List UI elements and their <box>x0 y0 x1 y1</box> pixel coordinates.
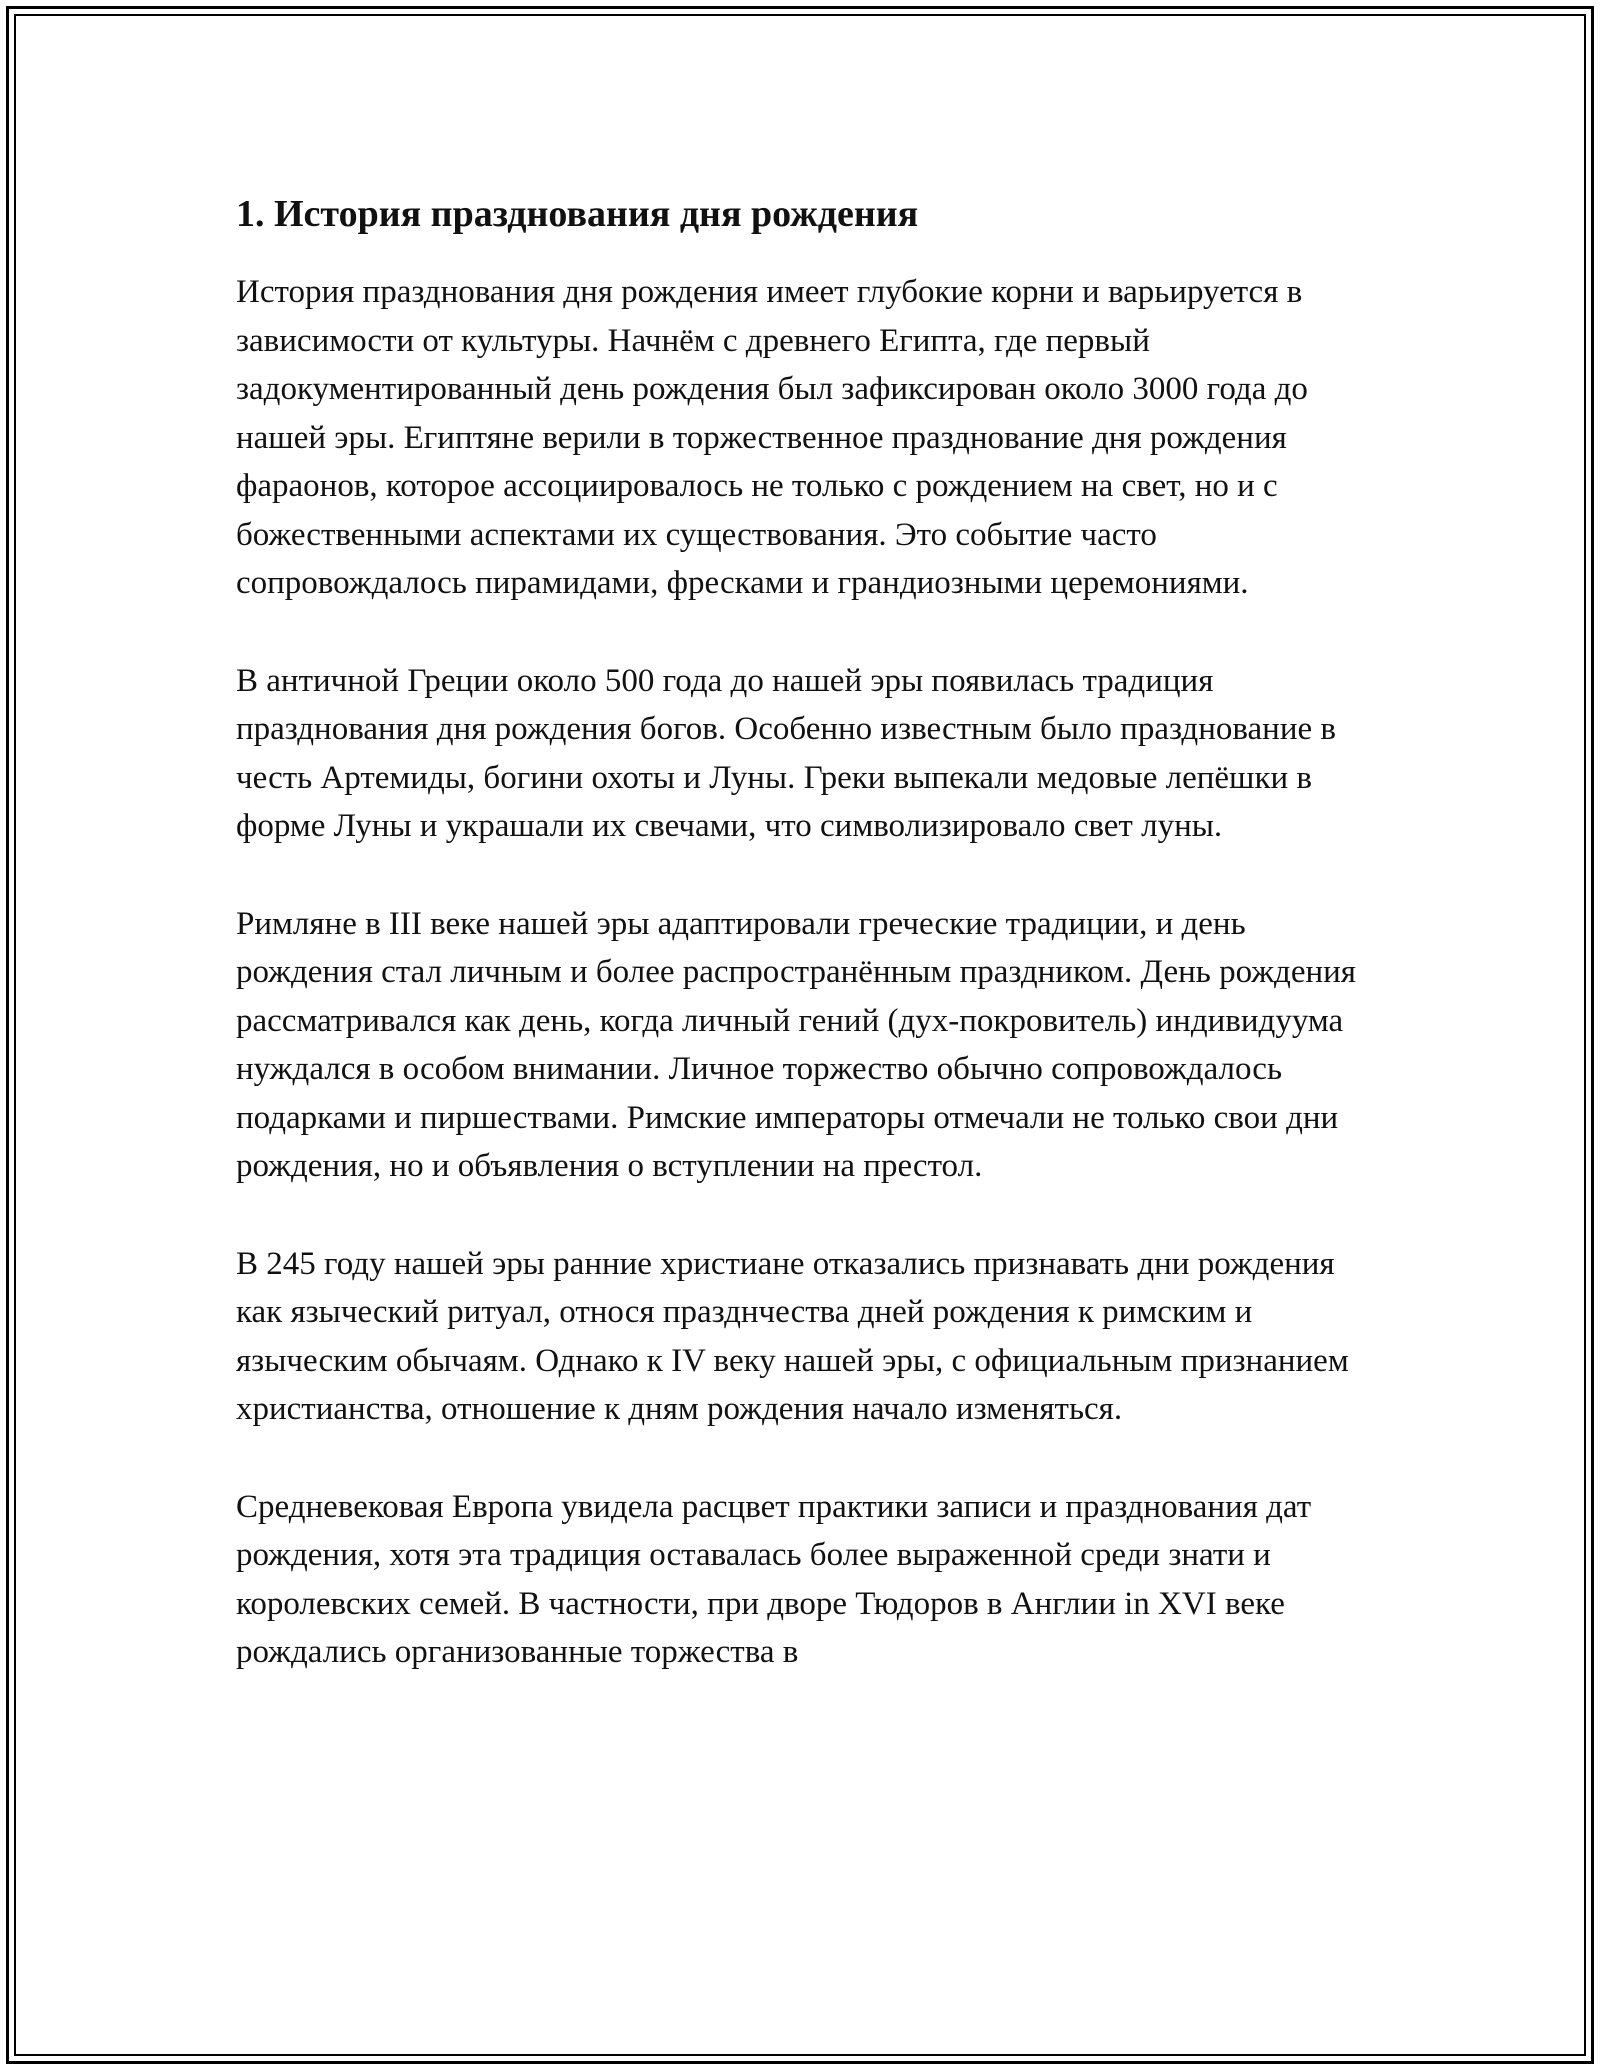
paragraph-christians: В 245 году нашей эры ранние христиане отказались признавать дни рождения как языческий ритуал, относя празднчества дней рождения к римским и языческим обычаям. Однако к IV веку нашей эры, с официальным признанием христианства, отношение к дням рождения начало изменяться. <box>236 1245 1349 1427</box>
paragraph-rome: Римляне в III веке нашей эры адаптировали греческие традиции, и день рождения стал личным и более распространённым праздником. День рождения рассматривался как день, когда личный гений (дух-покровитель) индивидуума нуждался в особом внимании. Личное торжество обычно сопровождалось подарками и пиршествами. Римские императоры отмечали не только свои дни рождения, но и объявления о вступлении на престол. <box>236 905 1356 1184</box>
paragraph-egypt: История празднования дня рождения имеет глубокие корни и варьируется в зависимости от культуры. Начнём с древнего Египта, где первый задокументированный день рождения был зафиксирован около 3000 года до нашей эры. Египтяне верили в торжественное празднование дня рождения фараонов, которое ассоциировалось не только с рождением на свет, но и с божественными аспектами их существования. Это событие часто сопровождалось пирамидами, фресками и грандиозными церемониями. <box>236 274 1308 601</box>
paragraph-medieval-europe: Средневековая Европа увидела расцвет практики записи и празднования дат рождения, хотя эта традиция оставалась более выраженной среди знати и королевских семей. В частности, при дворе Тюдоров в Англии in XVI веке рождались организованные торжества в <box>236 1488 1312 1670</box>
paragraph-greece: В античной Греции около 500 года до нашей эры появилась традиция празднования дня рождения богов. Особенно известным было празднование в честь Артемиды, богини охоты и Луны. Греки выпекали медовые лепёшки в форме Луны и украшали их свечами, что символизировало свет луны. <box>236 662 1336 844</box>
document-body <box>236 186 1366 1726</box>
section-heading: 1. История празднования дня рождения <box>236 193 919 235</box>
